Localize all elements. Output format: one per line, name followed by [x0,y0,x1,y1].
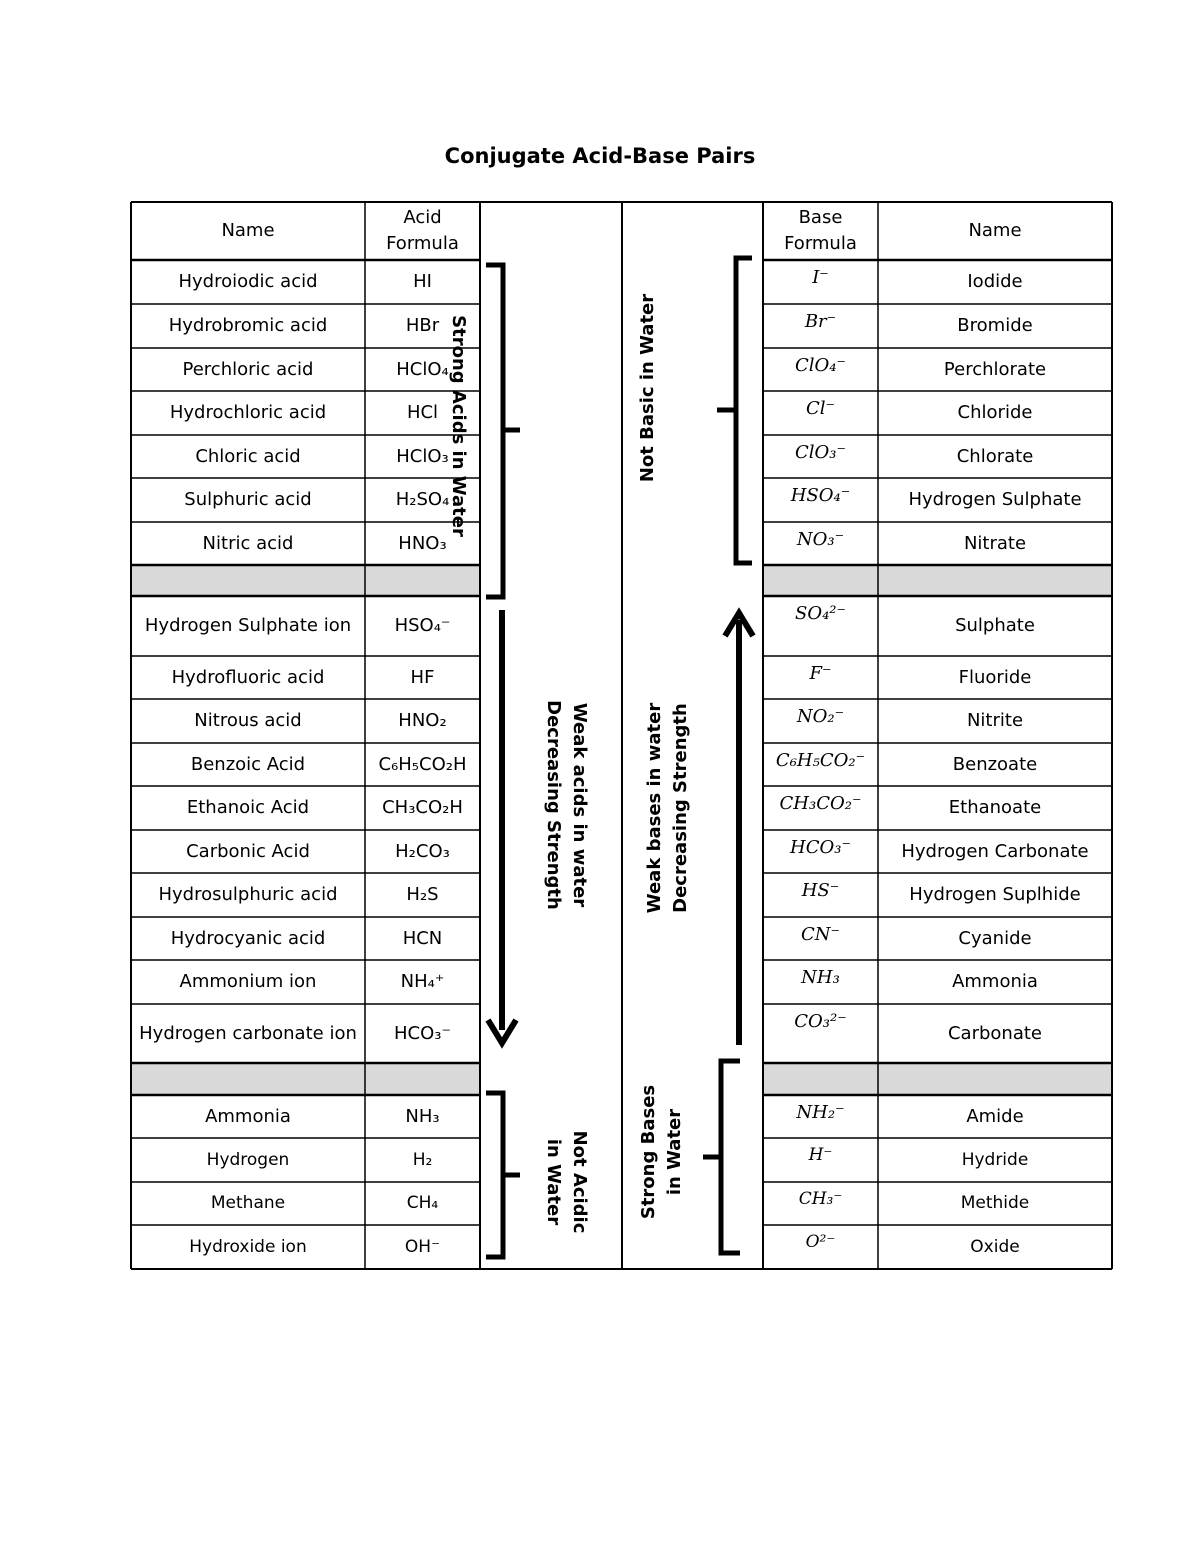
base-formula-cell: NO₂⁻ [796,706,845,727]
acid-name-cell: Perchloric acid [182,358,314,380]
base-name-cell: Methide [960,1193,1030,1214]
not-basic-label: Not Basic in Water [637,293,658,483]
acid-name-cell: Chloric acid [195,445,301,467]
base-name-cell: Amide [966,1105,1024,1127]
acid-formula-cell: CH₄ [406,1193,439,1214]
acid-formula-cell: HI [413,271,432,293]
base-formula-cell: HSO₄⁻ [790,485,851,506]
base-name-cell: Benzoate [952,753,1038,775]
base-name-cell: Ethanoate [948,797,1042,819]
acid-name-cell: Hydrochloric acid [169,402,327,424]
acid-formula-cell: CH₃CO₂H [382,797,463,819]
base-formula-cell: NH₃ [801,967,840,988]
acid-name-cell: Hydrogen Sulphate ion [144,615,352,637]
base-formula-cell: O²⁻ [805,1232,836,1252]
header-base-name: Name [968,219,1022,241]
strong-acids-bracket [486,265,520,597]
base-name-cell: Hydride [961,1149,1029,1170]
acid-name-cell: Ammonium ion [179,971,317,993]
acid-name-cell: Hydrogen [206,1149,290,1170]
base-name-cell: Nitrate [963,532,1027,554]
base-name-cell: Hydrogen Sulphate [908,489,1082,511]
base-formula-cell: I⁻ [812,267,829,288]
acid-formula-cell: H₂ [412,1149,433,1170]
acid-formula-cell: H₂CO₃ [395,840,450,862]
acid-formula-cell: OH⁻ [404,1236,441,1257]
acid-name-cell: Sulphuric acid [184,489,312,511]
acid-formula-cell: HCO₃⁻ [394,1022,451,1044]
not-acidic-label-line2: in Water [543,1138,564,1226]
base-name-cell: Oxide [970,1236,1020,1257]
acid-name-cell: Hydrosulphuric acid [158,884,338,906]
base-formula-cell: ClO₃⁻ [794,442,846,463]
acid-name-cell: Nitric acid [202,532,294,554]
weak-acids-label-line2: Decreasing Strength [543,700,564,910]
highlight-band-base [763,1063,1112,1095]
table-grid [131,202,1112,1269]
acid-formula-cell: NH₄⁺ [400,971,445,993]
weak-acids-label-line1: Weak acids in water [569,702,590,908]
header-acid-formula: Acid Formula [386,206,459,254]
base-formula-cell: Br⁻ [804,311,837,332]
base-formula-cell: F⁻ [809,663,832,684]
acid-name-cell: Hydrogen carbonate ion [139,1022,357,1044]
base-formula-cell: CH₃CO₂⁻ [779,793,862,814]
acid-name-cell: Hydroiodic acid [178,271,318,293]
weak-bases-label-line2: Decreasing Strength [670,703,691,913]
base-formula-cell: NO₃⁻ [796,529,845,550]
page-title: Conjugate Acid-Base Pairs [444,144,756,168]
strong-bases-bracket [703,1061,740,1253]
base-formula-cell: H⁻ [808,1145,833,1165]
acid-formula-cell: HCN [402,927,443,949]
acid-formula-cell: H₂SO₄ [395,489,450,511]
highlight-band-acid [131,565,480,596]
not-acidic-label-line1: Not Acidic [569,1130,590,1234]
weak-bases-label-line1: Weak bases in water [644,702,665,914]
not-acidic-bracket [486,1093,520,1257]
acid-name-cell: Nitrous acid [194,710,302,732]
not-basic-bracket [717,258,752,563]
acid-name-cell: Hydrofluoric acid [171,666,325,688]
acid-name-cell: Ethanoic Acid [186,797,310,819]
acid-formula-cell: HBr [405,315,440,337]
base-name-cell: Ammonia [952,971,1038,993]
acid-name-cell: Hydrobromic acid [168,315,328,337]
strong-acids-label: Strong Acids in Water [448,315,469,537]
base-formula-cell: SO₄²⁻ [794,603,847,624]
acid-formula-cell: NH₃ [405,1105,440,1127]
acid-formula-cell: HF [410,666,435,688]
base-name-cell: Carbonate [947,1022,1042,1044]
base-name-cell: Iodide [967,271,1023,293]
base-formula-cell: HCO₃⁻ [790,837,851,858]
acid-formula-cell: HNO₃ [398,532,447,554]
acid-formula-cell: C₆H₅CO₂H [378,753,467,775]
acid-formula-cell: HClO₄ [396,358,449,380]
acid-name-cell: Methane [210,1193,286,1214]
highlight-band-base [763,565,1112,596]
base-name-cell: Chloride [957,402,1033,424]
strong-bases-label-line1: Strong Bases [638,1084,659,1220]
base-name-cell: Chlorate [956,445,1034,467]
header-base-formula: Base Formula [784,206,857,254]
strong-bases-label-line2: in Water [664,1108,685,1196]
base-name-cell: Fluoride [958,666,1032,688]
base-formula-cell: HS⁻ [801,880,840,901]
acid-name-cell: Hydroxide ion [189,1236,307,1257]
base-name-cell: Perchlorate [943,358,1047,380]
base-name-cell: Hydrogen Carbonate [901,840,1089,862]
acid-name-cell: Hydrocyanic acid [170,927,326,949]
base-name-cell: Hydrogen Suplhide [909,884,1081,906]
acid-formula-cell: HNO₂ [398,710,447,732]
acid-formula-cell: HClO₃ [396,445,449,467]
arrow-down-icon [488,610,516,1043]
base-name-cell: Nitrite [966,710,1024,732]
acid-formula-cell: HCl [406,402,439,424]
header-acid-name: Name [221,219,275,241]
base-formula-cell: Cl⁻ [805,398,836,419]
base-formula-cell: NH₂⁻ [796,1102,845,1123]
base-formula-cell: CN⁻ [800,924,841,945]
base-formula-cell: C₆H₅CO₂⁻ [775,750,866,771]
acid-formula-cell: H₂S [406,884,439,906]
base-formula-cell: ClO₄⁻ [794,355,846,376]
arrow-up-icon [725,613,753,1045]
base-formula-cell: CH₃⁻ [798,1189,843,1209]
acid-name-cell: Carbonic Acid [186,840,310,862]
highlight-band-acid [131,1063,480,1095]
base-name-cell: Bromide [957,315,1033,337]
base-formula-cell: CO₃²⁻ [794,1011,847,1032]
acid-name-cell: Benzoic Acid [190,753,306,775]
acid-name-cell: Ammonia [205,1105,291,1127]
base-name-cell: Cyanide [958,927,1032,949]
acid-formula-cell: HSO₄⁻ [394,615,451,637]
base-name-cell: Sulphate [955,615,1035,637]
